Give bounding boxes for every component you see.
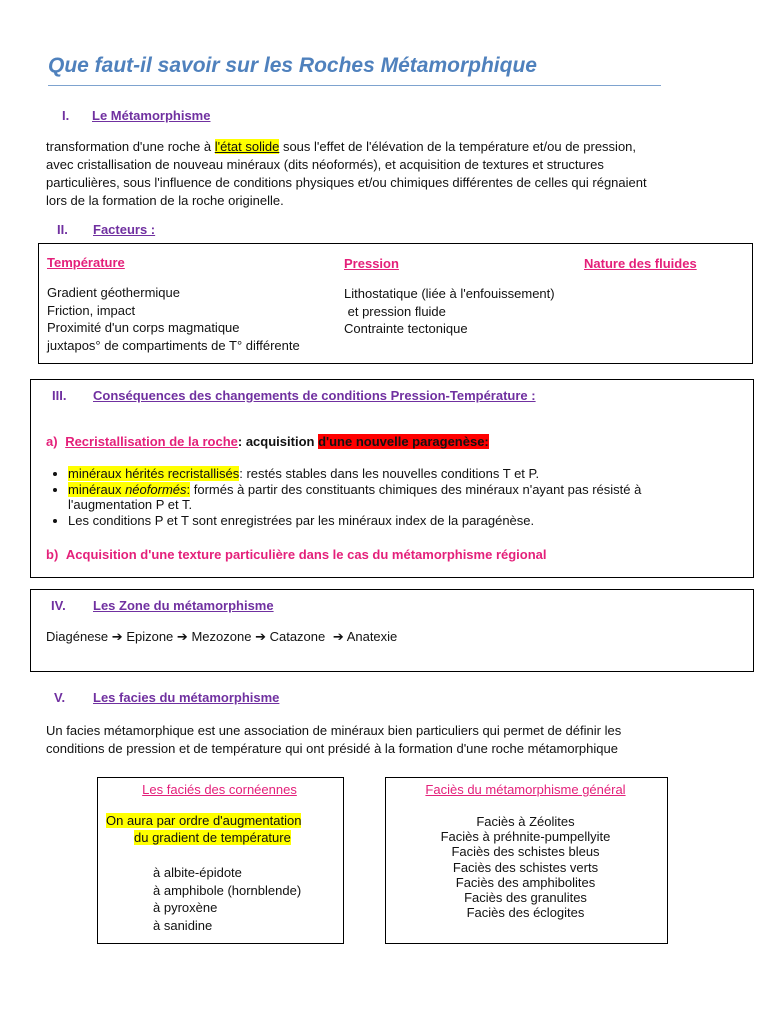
zone-item: Anatexie [346,629,398,644]
s1-line-4: lors de la formation de la roche originelle. [46,193,284,208]
facies-item: Faciès des schistes verts [452,859,599,875]
section-1-paragraph [46,138,736,210]
s1-line-3: particulières, sous l'influence de conditions physiques et/ou chimiques différentes de celles qui régnaient [46,175,647,190]
facies-item: Faciès des amphibolites [455,874,596,890]
neoformes-italic: néoformés [125,481,187,497]
zone-item: Mezozone [191,629,252,644]
gradient-highlight-line2: du gradient de température [134,830,291,845]
mineraux-neoformes-highlight [68,482,190,497]
bullet-item: • Les conditions P et T sont enregistrées par les minéraux index de la paragénèse. [68,513,736,529]
section-1-heading [62,108,210,123]
zone-item: Diagénese [46,629,109,644]
neoformes-colon: : [186,481,191,497]
corneennes-intro [106,812,301,846]
arrow-right-icon: ➔ [332,629,344,644]
pression-item: Lithostatique (liée à l'enfouissement) [344,286,555,301]
arrow-right-icon: ➔ [176,629,188,644]
section-5-label: Les facies du métamorphisme [93,690,280,705]
section-1-label: Le Métamorphisme [92,108,211,123]
corneennes-list [153,864,301,934]
gradient-highlight-line1: On aura par ordre d'augmentation [106,813,302,828]
s1-line-2: avec cristallisation de nouveau minéraux (dits néoformés), et acquisition de textures et structures [46,157,604,172]
corneennes-item: à albite-épidote [153,865,242,880]
section-5-heading [54,690,279,705]
temperature-item: Gradient géothermique [47,285,180,300]
subsection-a-colon: : [237,434,246,449]
corneennes-item: à sanidine [153,917,213,933]
temperature-item: Proximité d'un corps magmatique [47,320,240,335]
section-2-heading [57,222,155,237]
facies-item: Faciès à préhnite-pumpellyite [440,829,611,845]
zones-sequence [46,629,397,645]
arrow-right-icon: ➔ [111,629,123,644]
section-2-number: II. [57,222,68,237]
temperature-item: Friction, impact [47,302,136,318]
mineraux-herites-highlight: minéraux hérités recristallisés [68,466,240,481]
s5-line-1: Un facies métamorphique est une association de minéraux bien particuliers qui permet de définir les [46,723,622,738]
section-5-number: V. [54,690,66,705]
s1-text-after: sous l'effet de l'élévation de la température et/ou de pression, [279,139,637,154]
temperature-heading: Température [47,255,125,270]
bullet-text: : restés stables dans les nouvelles conditions T et P. [239,466,540,481]
bullet-text: formés à partir des constituants chimiques des minéraux n'ayant pas résisté à [190,481,642,497]
arrow-right-icon: ➔ [255,629,266,644]
etat-solide-highlight: l'état solide [214,139,280,154]
section-5-paragraph [46,722,746,758]
subsection-b-prefix: b) [46,547,59,562]
neoformes-part: minéraux [68,481,126,497]
consequences-bullets [46,466,736,528]
facies-item: Faciès des schistes bleus [451,844,600,860]
corneennes-item: à pyroxène [153,900,218,915]
bullet-text: l'augmentation P et T. [68,497,193,512]
paragenese-highlight: d'une nouvelle paragenèse: [318,434,489,449]
general-facies-list [385,814,666,920]
subsection-a-title: Recristallisation de la roche [65,434,238,449]
zone-item: Epizone [126,629,174,644]
section-3-number: III. [52,388,67,403]
subsection-a [46,434,489,449]
zone-item: Catazone [269,629,326,644]
title-underline [48,85,661,86]
corneennes-item: à amphibole (hornblende) [153,882,302,898]
temperature-list [47,284,347,354]
section-4-label: Les Zone du métamorphisme [93,598,274,613]
bullet-item [68,482,736,513]
pression-list [344,285,584,338]
pression-item: et pression fluide [344,303,446,319]
section-4-number: IV. [51,598,66,613]
pression-heading: Pression [344,256,399,271]
subsection-b [46,547,547,562]
temperature-item: juxtapos° de compartiments de T° différente [47,337,300,353]
s5-line-2: conditions de pression et de température qui ont présidé à la formation d'une roche métamorphique [46,741,618,756]
subsection-a-prefix: a) [46,434,58,449]
section-4-heading [51,598,274,613]
general-facies-heading: Faciès du métamorphisme général [425,782,626,797]
section-3-heading [52,388,536,403]
facies-item: Faciès des granulites [464,890,587,906]
subsection-a-acquisition: acquisition [245,434,319,449]
facies-item: Faciès à Zéolites [476,814,575,829]
section-2-label: Facteurs : [93,222,156,237]
corneennes-heading: Les faciés des cornéennes [142,782,297,797]
pression-item: Contrainte tectonique [344,321,468,336]
section-3-label: Conséquences des changements de conditions Pression-Température : [93,388,536,403]
subsection-b-title: Acquisition d'une texture particulière dans le cas du métamorphisme régional [65,547,547,562]
bullet-item [68,466,736,482]
fluides-heading: Nature des fluides [584,256,697,271]
facies-item: Faciès des éclogites [466,905,585,921]
section-1-number: I. [62,108,70,123]
s1-text-before: transformation d'une roche à [46,139,215,154]
page-title: Que faut-il savoir sur les Roches Métamorphique [48,54,537,77]
